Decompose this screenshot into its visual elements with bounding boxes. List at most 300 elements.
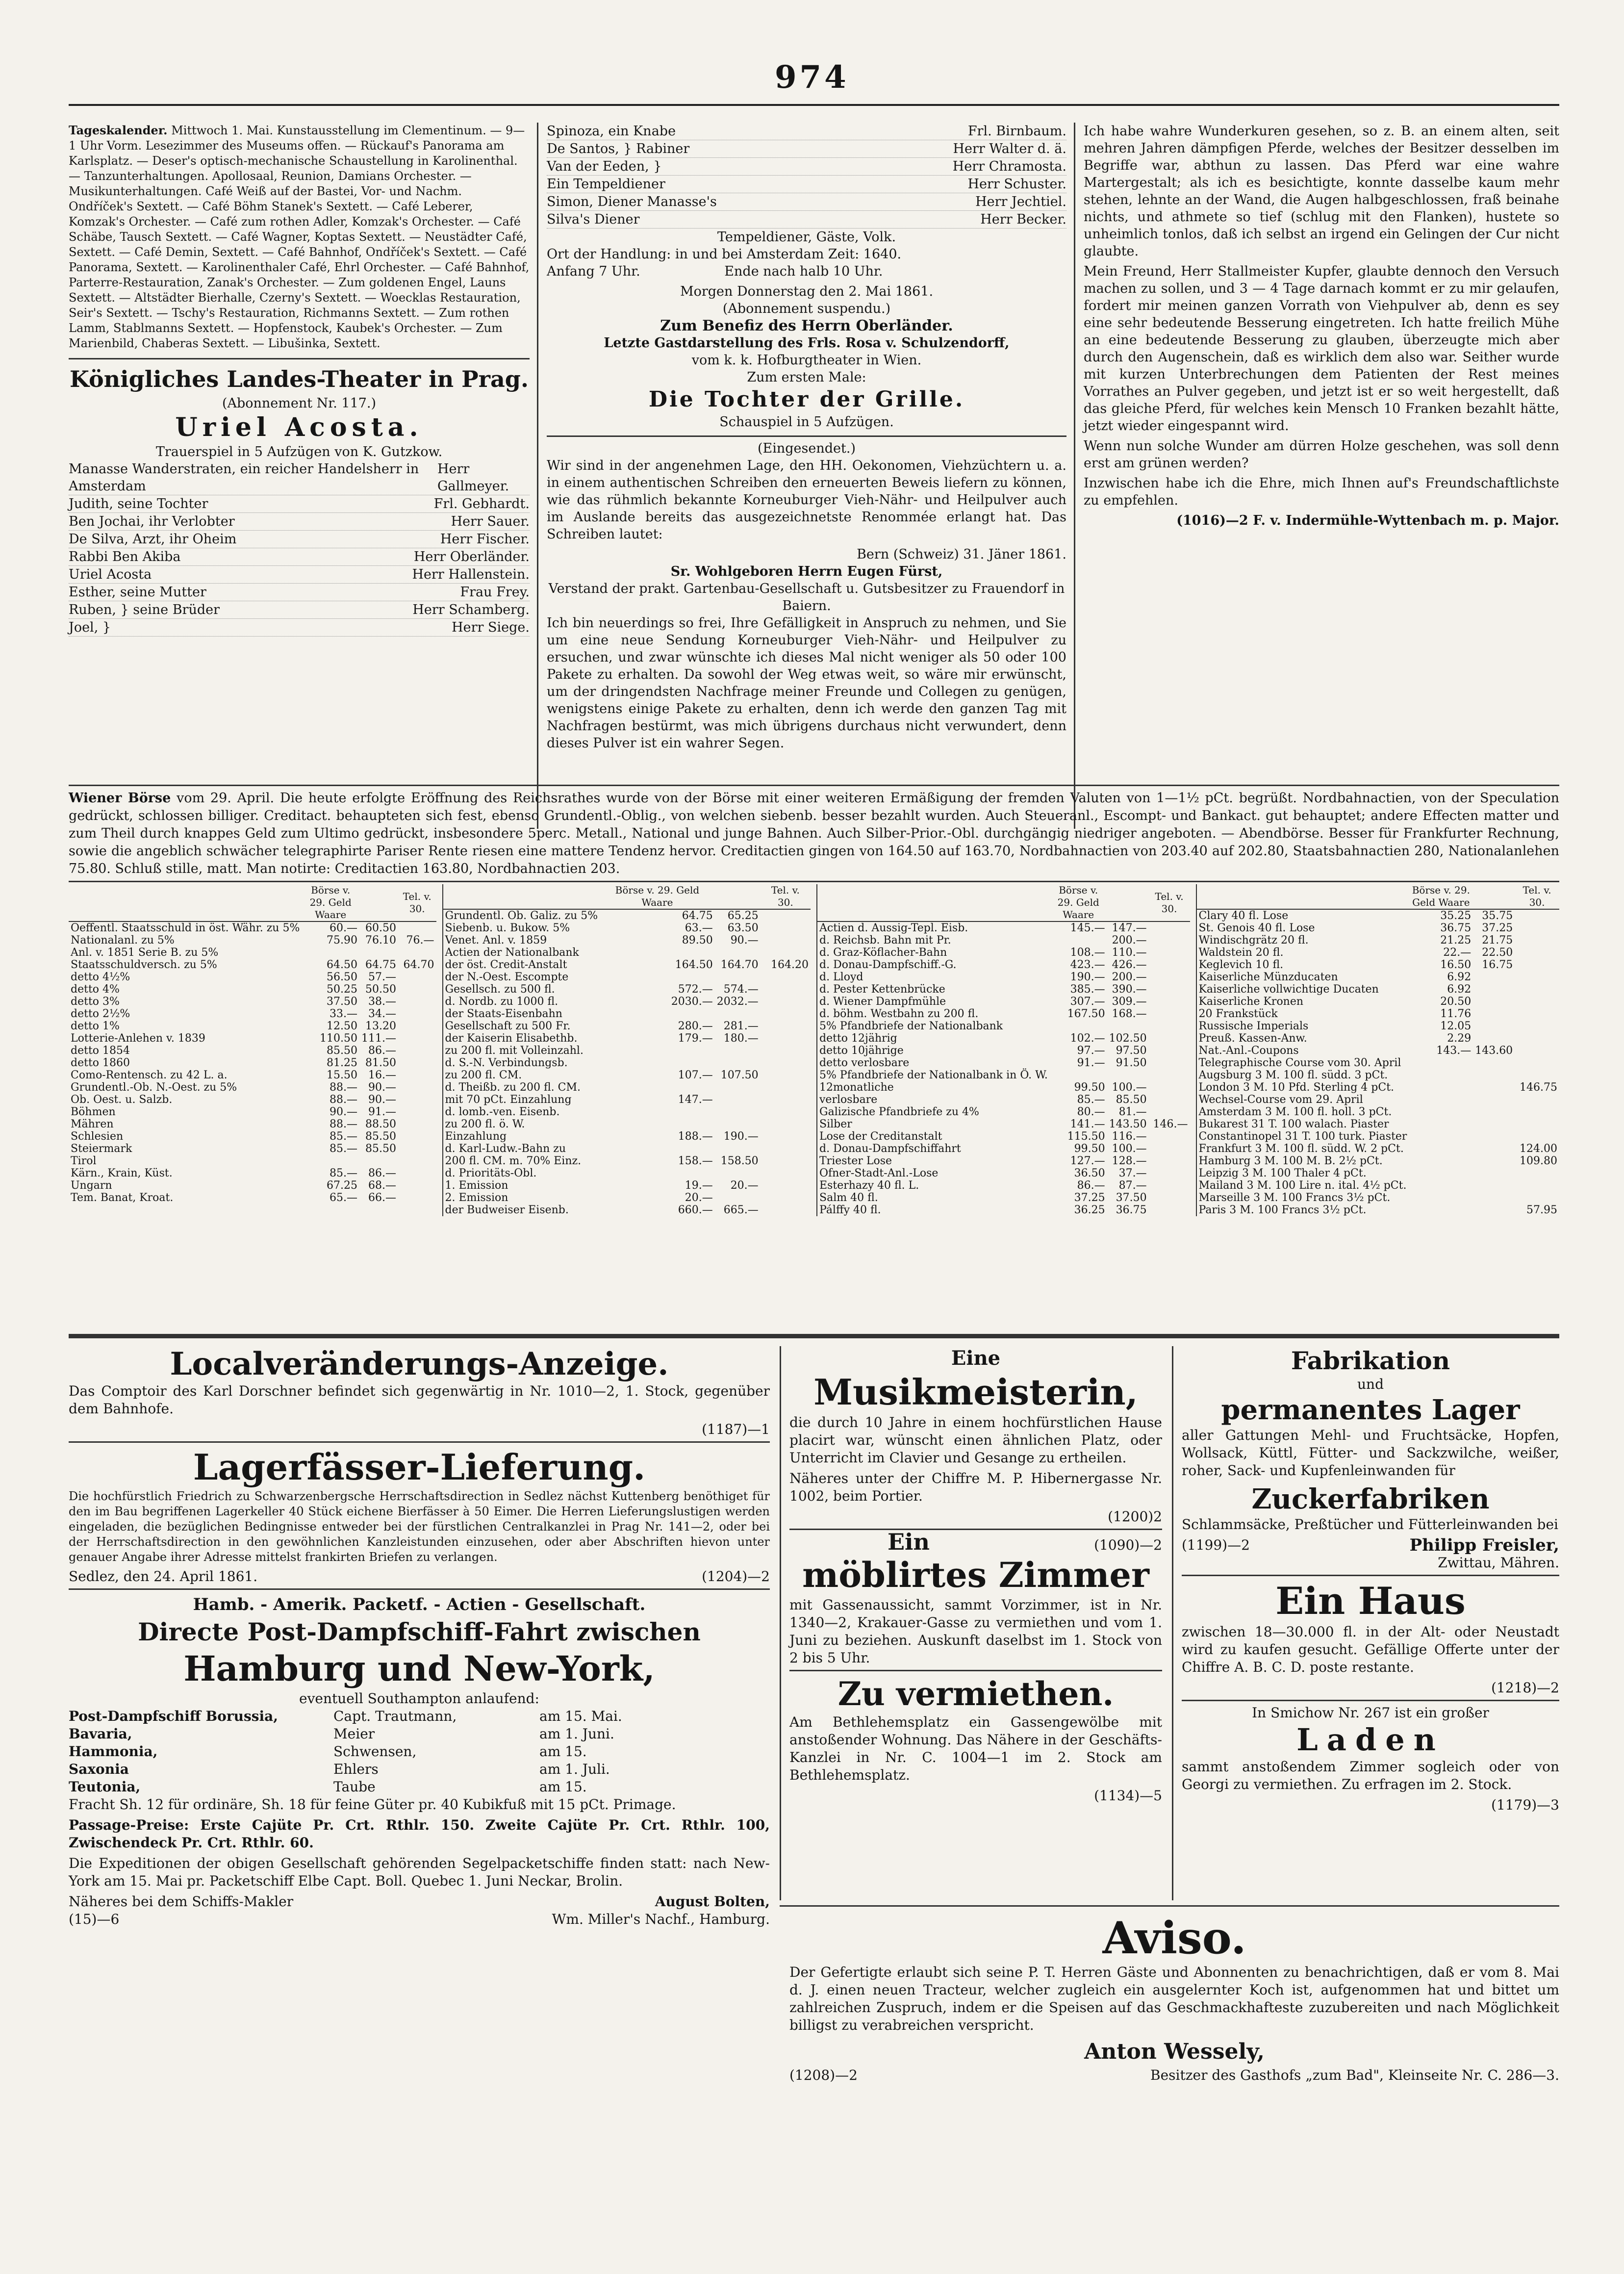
bourse-header-cell: Tel. v. 30. <box>1149 884 1190 921</box>
bourse-row <box>817 1057 1190 1069</box>
cast-list <box>69 460 530 637</box>
bourse-value: 110.50 <box>319 1032 357 1045</box>
bourse-row <box>1197 1130 1560 1143</box>
bourse-value: 180.— <box>723 1032 759 1045</box>
bourse-value <box>761 1094 811 1106</box>
bourse-value <box>1473 1143 1515 1155</box>
fabrik-text2: Schlammsäcke, Preßtücher und Fütterleinwanden bei <box>1182 1516 1558 1533</box>
bourse-row <box>817 1155 1190 1167</box>
ship-date: am 15. <box>539 1743 587 1760</box>
bourse-value: 81.50 <box>365 1057 396 1069</box>
bourse-value <box>1515 971 1559 983</box>
bourse-value: 572.— <box>678 983 713 996</box>
ship-name: Hammonia, <box>69 1743 158 1760</box>
bourse-value: 100.— <box>1112 1081 1147 1094</box>
bourse-security: Mähren <box>71 1118 114 1130</box>
bourse-value <box>715 1118 761 1130</box>
bourse-value: 20.— <box>685 1192 713 1204</box>
bourse-value: 147.— <box>1112 922 1147 934</box>
bourse-value: 37.50 <box>1116 1192 1147 1204</box>
letter-paragraph: Inzwischen habe ich die Ehre, mich Ihnen auf's Freundschaftlichste zu empfehlen. <box>1084 476 1559 508</box>
ship-schedule <box>69 1708 770 1796</box>
bourse-security: zu 200 fl. CM. <box>445 1069 522 1081</box>
cast-role: Manasse Wanderstraten, ein reicher Handelsherr in Amsterdam <box>69 461 419 494</box>
aviso-text: Der Gefertigte erlaubt sich seine P. T. Herren Gäste und Abonnenten zu benachrichtigen, daß er vom 8. Mai d. J. einen neuen Tracteur, welcher zugleich ein ausgelernter Koch ist, aufgenommen hat und bittet um zahlreichen Zuspruch, indem er die Speisen auf das Geschmackhafteste zuzubereiten und nach Möglichkeit billigst zu verabreichen verspricht. <box>789 1964 1559 2033</box>
bourse-value: 67.25 <box>326 1179 357 1192</box>
bourse-value: 158.— <box>678 1155 713 1167</box>
bourse-row <box>443 1008 811 1020</box>
bourse-value <box>1515 1045 1559 1057</box>
bourse-value <box>1515 1094 1559 1106</box>
bourse-security: 5% Pfandbriefe der Nationalbank <box>819 1020 1003 1032</box>
bourse-section <box>69 790 1559 1368</box>
bourse-value <box>359 946 398 959</box>
cast-actor: Frau Frey. <box>460 585 530 600</box>
bourse-security: Kärn., Krain, Küst. <box>71 1167 173 1179</box>
bourse-row <box>69 983 436 996</box>
column-rule <box>1074 123 1075 829</box>
bourse-value <box>761 1143 811 1155</box>
bourse-header-row <box>817 884 1190 921</box>
bourse-security: 12monatliche <box>819 1081 894 1094</box>
column-rule <box>1172 1346 1173 1900</box>
suspended: (Abonnement suspendu.) <box>722 301 891 316</box>
divider <box>789 1529 1162 1530</box>
bourse-value <box>1515 1106 1559 1118</box>
bourse-header-row <box>1197 884 1560 909</box>
bourse-value <box>715 971 761 983</box>
bourse-value <box>1149 1094 1190 1106</box>
ship-row <box>69 1778 770 1796</box>
bourse-security: Actien der Nationalbank <box>445 946 579 959</box>
page-number: 974 <box>775 59 849 96</box>
bourse-value: 190.— <box>1070 971 1105 983</box>
music-text2: Näheres unter der Chiffre M. P. Hibernergasse Nr. 1002, beim Portier. <box>789 1470 1162 1504</box>
bourse-value <box>600 1057 715 1069</box>
cast-role: Ein Tempeldiener <box>547 177 665 192</box>
play-genre: Trauerspiel in 5 Aufzügen von K. Gutzkow. <box>155 444 443 460</box>
divider <box>1182 1575 1559 1576</box>
bourse-value <box>761 1069 811 1081</box>
bourse-row <box>443 1081 811 1094</box>
bourse-header-cell <box>1197 884 1409 909</box>
bourse-value: 90.— <box>730 934 759 946</box>
bourse-security: Keglevich 10 fl. <box>1198 959 1284 971</box>
bourse-header-row <box>69 884 436 921</box>
bourse-security: d. Theißb. zu 200 fl. CM. <box>445 1081 581 1094</box>
bourse-value: 12.05 <box>1440 1020 1472 1032</box>
bourse-value: 21.75 <box>1482 934 1513 946</box>
bourse-value: 37.— <box>1118 1167 1147 1179</box>
bourse-value: 146.75 <box>1520 1081 1557 1094</box>
bourse-value: 281.— <box>723 1020 759 1032</box>
bourse-value <box>761 1118 811 1130</box>
divider <box>547 435 1066 437</box>
bourse-security: zu 200 fl. mit Volleinzahl. <box>445 1045 584 1057</box>
cast-actor: Herr Gallmeyer. <box>437 461 509 494</box>
bourse-value <box>1107 1020 1149 1032</box>
bourse-row <box>69 1008 436 1020</box>
bourse-value: 76.— <box>406 934 434 946</box>
bourse-value <box>1473 1081 1515 1094</box>
cast-row <box>69 495 530 513</box>
aviso-footer <box>789 2067 1559 2084</box>
middle-column <box>547 123 1066 829</box>
bourse-header-cell: Börse v. 29. Geld Waare <box>1050 884 1107 921</box>
bourse-security: 200 fl. CM. m. 70% Einz. <box>445 1155 582 1167</box>
fabrik-text: aller Gattungen Mehl- und Fruchtsäcke, Hopfen, Wollsack, Küttl, Fütter- und Sackzwilche, weißer, roher, Sack- und Kupfenleinwanden für <box>1182 1427 1559 1479</box>
theatre-title: Königliches Landes-Theater in Prag. <box>70 366 529 392</box>
bourse-row <box>817 1081 1190 1094</box>
divider <box>69 358 530 359</box>
cast-actor: Frl. Birnbaum. <box>967 124 1066 139</box>
bourse-value <box>1515 1167 1559 1179</box>
ship-date: am 15. Mai. <box>539 1708 622 1724</box>
bourse-security: der Budweiser Eisenb. <box>445 1204 569 1216</box>
letter-date: Bern (Schweiz) 31. Jäner 1861. <box>857 547 1066 562</box>
bourse-row <box>69 1020 436 1032</box>
fabrik-name: Philipp Freisler, <box>1409 1535 1559 1555</box>
bourse-value <box>1149 1045 1190 1057</box>
bourse-value <box>1149 1069 1190 1081</box>
bourse-heading: Wiener Börse <box>69 791 171 806</box>
bourse-row <box>1197 1094 1560 1106</box>
bourse-security: d. Karl-Ludw.-Bahn zu <box>445 1143 566 1155</box>
letter-signature: (1016)—2 F. v. Indermühle-Wyttenbach m. p. Major. <box>1176 513 1559 528</box>
bourse-row <box>1197 1081 1560 1094</box>
bourse-value: 20.50 <box>1440 996 1472 1008</box>
bourse-value: 2.29 <box>1447 1032 1472 1045</box>
bourse-row <box>443 1020 811 1032</box>
aviso-name: Anton Wessely, <box>1084 2039 1265 2064</box>
bourse-security: Russische Imperials <box>1198 1020 1309 1032</box>
bourse-security: d. Donau-Dampfschiff.-G. <box>819 959 957 971</box>
cast-row <box>547 193 1066 211</box>
bourse-security: d. Nordb. zu 1000 fl. <box>445 996 558 1008</box>
bourse-value <box>1149 1008 1190 1020</box>
bourse-value: 128.— <box>1112 1155 1147 1167</box>
aviso-owner: Besitzer des Gasthofs „zum Bad", Kleinseite Nr. C. 286—3. <box>1150 2067 1559 2083</box>
bourse-value <box>761 1192 811 1204</box>
bourse-security: d. Donau-Dampfschiffahrt <box>819 1143 961 1155</box>
bourse-value <box>398 1106 436 1118</box>
bourse-value <box>398 971 436 983</box>
bourse-row <box>443 1130 811 1143</box>
bourse-value: 36.75 <box>1440 922 1472 934</box>
bourse-value: 11.76 <box>1440 1008 1472 1020</box>
bourse-header-cell <box>69 884 302 921</box>
bourse-security: Einzahlung <box>445 1130 507 1143</box>
bourse-security: Esterhazy 40 fl. L. <box>819 1179 919 1192</box>
cast-actor: Herr Oberländer. <box>413 549 530 564</box>
bourse-value: 2032.— <box>716 996 759 1008</box>
bourse-row <box>817 1192 1190 1204</box>
bourse-security: d. Wiener Dampfmühle <box>819 996 946 1008</box>
bourse-row <box>443 1192 811 1204</box>
bourse-value <box>600 1081 715 1094</box>
bourse-value: 21.25 <box>1440 934 1472 946</box>
bourse-row <box>69 921 436 934</box>
first-time: Zum ersten Male: <box>747 370 866 385</box>
bourse-value <box>1149 983 1190 996</box>
bourse-security: Kaiserliche vollwichtige Ducaten <box>1198 983 1379 996</box>
bourse-row <box>443 909 811 922</box>
bourse-row <box>69 1081 436 1094</box>
bourse-value: 115.50 <box>1067 1130 1105 1143</box>
bourse-value <box>761 1155 811 1167</box>
bourse-value <box>761 1008 811 1020</box>
bourse-security: zu 200 fl. ö. W. <box>445 1118 525 1130</box>
ship-ref: (15)—6 <box>69 1911 120 1927</box>
bourse-value: 68.— <box>368 1179 396 1192</box>
cast-role: Esther, seine Mutter <box>69 585 206 600</box>
ship-name: Teutonia, <box>69 1779 141 1795</box>
bourse-security: d. böhm. Westbahn zu 200 fl. <box>819 1008 979 1020</box>
cast-actor: Herr Siege. <box>452 620 530 635</box>
bourse-security: Ofner-Stadt-Anl.-Lose <box>819 1167 939 1179</box>
bourse-row <box>817 1204 1190 1216</box>
bourse-value <box>761 1130 811 1143</box>
bourse-value <box>1473 1192 1515 1204</box>
bourse-row <box>1197 1045 1560 1057</box>
bourse-value: 85.50 <box>1116 1094 1147 1106</box>
bourse-row <box>817 1167 1190 1179</box>
bourse-value: 145.— <box>1070 922 1105 934</box>
bourse-row <box>1197 996 1560 1008</box>
bourse-row <box>443 983 811 996</box>
fabrik-title1: Fabrikation <box>1291 1346 1450 1375</box>
bourse-value <box>1149 1020 1190 1032</box>
bourse-security: Schlesien <box>71 1130 124 1143</box>
bourse-value <box>1409 1118 1473 1130</box>
bourse-value: 91.— <box>368 1106 396 1118</box>
bourse-value <box>761 1167 811 1179</box>
bourse-value <box>1473 1032 1515 1045</box>
shop-text: sammt anstoßendem Zimmer sogleich oder von Georgi zu vermiethen. Zu erfragen im 2. Stock. <box>1182 1759 1559 1792</box>
bourse-value <box>715 1045 761 1057</box>
music-title1: Eine <box>951 1347 1001 1370</box>
shop-ref: (1179)—3 <box>1491 1797 1559 1813</box>
bourse-row <box>1197 1179 1560 1192</box>
cast-row <box>69 548 530 566</box>
bourse-value: 90.— <box>368 1081 396 1094</box>
bourse-row <box>1197 1167 1560 1179</box>
bourse-header-cell <box>1473 884 1515 909</box>
bourse-value <box>600 1008 715 1020</box>
bourse-security: d. S.-N. Verbindungsb. <box>445 1057 568 1069</box>
ship-company: Hamb. - Amerik. Packetf. - Actien - Gesellschaft. <box>193 1595 646 1614</box>
bourse-value: 97.— <box>1077 1045 1105 1057</box>
bourse-row <box>69 959 436 971</box>
bourse-value <box>1473 1130 1515 1143</box>
bourse-security: St. Genois 40 fl. Lose <box>1198 922 1315 934</box>
bourse-value: 90.— <box>368 1094 396 1106</box>
bourse-value: 100.— <box>1112 1143 1147 1155</box>
bourse-value: 307.— <box>1070 996 1105 1008</box>
letter-paragraph: Mein Freund, Herr Stallmeister Kupfer, glaubte dennoch den Versuch machen zu sollen, und 3 — 4 Tage darnach kommt er zu mir gelaufen, fordert mir meinen ganzen Vorrath von Viehpulver ab, denn es sey eine sehr bedeutende Besserung eingetreten. Ich hatte freilich Mühe an eine bedeutende Besserung zu glauben, überzeugte mich aber durch den Augenschein, daß es wirklich dem also war. Seither wurde mit kurzen Unterbrechungen dem Patienten der Rest meines Vorrathes an Pulver gegeben, und jetzt ist er so weit hergestellt, daß das gleiche Pferd, für welches kein Mensch 10 Franken bezahlt hätte, jetzt wieder eingespannt wird. <box>1084 264 1559 434</box>
bourse-row <box>817 921 1190 934</box>
bourse-value <box>1149 1130 1190 1143</box>
bourse-value: 85.50 <box>365 1143 396 1155</box>
bourse-value <box>1149 934 1190 946</box>
bourse-value <box>1050 1069 1107 1081</box>
bourse-value: 6.92 <box>1447 971 1472 983</box>
bourse-row <box>69 1155 436 1167</box>
bourse-value: 127.— <box>1070 1155 1105 1167</box>
bourse-value <box>1409 1057 1473 1069</box>
bourse-value <box>761 971 811 983</box>
cast-role: Silva's Diener <box>547 212 640 227</box>
bourse-value <box>761 1081 811 1094</box>
bourse-value: 87.— <box>1118 1179 1147 1192</box>
cast-row <box>69 584 530 601</box>
bourse-security: Kaiserliche Kronen <box>1198 996 1304 1008</box>
ship-row <box>69 1761 770 1778</box>
left-column <box>69 123 530 829</box>
bourse-value <box>761 983 811 996</box>
bourse-value: 64.70 <box>403 959 434 971</box>
cast-role: Judith, seine Tochter <box>69 496 208 511</box>
bourse-row <box>443 996 811 1008</box>
bourse-value <box>761 1032 811 1045</box>
section-rule <box>69 785 1559 786</box>
bourse-value: 164.70 <box>720 959 759 971</box>
bourse-value <box>398 1192 436 1204</box>
bourse-row <box>817 1179 1190 1192</box>
music-text: die durch 10 Jahre in einem hochfürstlichen Hause placirt war, wünscht einen ähnlichen Platz, oder Unterricht im Clavier und Gesange zu ertheilen. <box>789 1414 1162 1466</box>
bourse-value: 91.— <box>1077 1057 1105 1069</box>
bourse-row <box>817 971 1190 983</box>
house-ref: (1218)—2 <box>1491 1680 1559 1696</box>
bourse-security: detto 2½% <box>71 1008 130 1020</box>
bourse-value: 37.25 <box>1482 922 1513 934</box>
cast-role: Van der Eeden, } <box>547 159 662 174</box>
bourse-value <box>715 1094 761 1106</box>
bourse-value <box>398 1094 436 1106</box>
bourse-row <box>817 1106 1190 1118</box>
bourse-row <box>69 1130 436 1143</box>
shop-title: Laden <box>1296 1722 1445 1758</box>
bourse-row <box>69 1094 436 1106</box>
bourse-security: Staatsschuldversch. zu 5% <box>71 959 217 971</box>
bourse-value: 90.— <box>329 1106 357 1118</box>
cast-row <box>547 123 1066 140</box>
room-head <box>789 1529 1162 1555</box>
bourse-security: 1. Emission <box>445 1179 508 1192</box>
bourse-value: 99.50 <box>1074 1143 1105 1155</box>
cast-row <box>69 566 530 584</box>
casks-date: Sedlez, den 24. April 1861. <box>69 1568 258 1584</box>
casks-title: Lagerfässer-Lieferung. <box>193 1446 646 1488</box>
bourse-value: 86.— <box>368 1167 396 1179</box>
bourse-value: 107.— <box>678 1069 713 1081</box>
ship-date: am 15. <box>539 1779 587 1795</box>
bourse-value: 88.— <box>329 1081 357 1094</box>
cast-actor: Frl. Gebhardt. <box>433 496 530 511</box>
bourse-header-cell: Tel. v. 30. <box>761 884 811 909</box>
bourse-row <box>443 1143 811 1155</box>
bourse-value <box>715 1106 761 1118</box>
bourse-value: 111.— <box>361 1032 396 1045</box>
bourse-row <box>1197 1143 1560 1155</box>
bourse-value <box>1149 971 1190 983</box>
bourse-header-cell <box>359 884 398 921</box>
bourse-value: 38.— <box>368 996 396 1008</box>
cast-row <box>547 140 1066 158</box>
bourse-value: 158.50 <box>720 1155 759 1167</box>
guest: Letzte Gastdarstellung des Frls. Rosa v. Schulzendorff, <box>604 335 1010 351</box>
music-ref: (1200)2 <box>1108 1508 1162 1525</box>
bourse-security: Preuß. Kassen-Anw. <box>1198 1032 1307 1045</box>
bourse-row <box>817 1118 1190 1130</box>
bourse-value <box>398 1118 436 1130</box>
bourse-value: 86.— <box>1077 1179 1105 1192</box>
bourse-value: 423.— <box>1070 959 1105 971</box>
ship-row <box>69 1743 770 1761</box>
calendar <box>69 123 530 351</box>
bourse-value <box>1149 921 1190 934</box>
ship-name: Post-Dampfschiff Borussia, <box>69 1708 279 1724</box>
bourse-value: 99.50 <box>1074 1081 1105 1094</box>
bourse-value: 280.— <box>678 1020 713 1032</box>
bourse-value <box>1515 934 1559 946</box>
bourse-value <box>398 1155 436 1167</box>
bourse-security: Waldstein 20 fl. <box>1198 946 1284 959</box>
bourse-row <box>817 959 1190 971</box>
bourse-value: 97.50 <box>1116 1045 1147 1057</box>
bourse-header-cell: Tel. v. 30. <box>398 884 436 921</box>
bourse-value <box>761 909 811 922</box>
bourse-value <box>398 1032 436 1045</box>
bourse-value <box>1409 1106 1473 1118</box>
bourse-value <box>1473 1106 1515 1118</box>
bourse-value: 188.— <box>678 1130 713 1143</box>
bourse-value <box>1050 934 1107 946</box>
calendar-text: Mittwoch 1. Mai. Kunstausstellung im Clementinum. — 9—1 Uhr Vorm. Lesezimmer des Museums offen. — Rückauf's Panorama am Karlsplatz. — Deser's optisch-mechanische Schaustellung in Karolinenthal. — Tanzunterhaltungen. Apollosaal, Reunion, Damians Orchester. — Musikunterhaltungen. Café Weiß auf der Bastei, Vor- und Nachm. Ondříček's Sextett. — Café Böhm Stanek's Sextett. — Café Leberer, Komzak's Orchester. — Café zum rothen Adler, Komzak's Orchester. — Café Schäbe, Tausch Sextett. — Café Wagner, Koptas Sextett. — Neustädter Café, Sextett. — Café Demin, Sextett. — Café Bahnhof, Ondříček's Sextett. — Café Panorama, Sextett. — Karolinenthaler Café, Ehrl Orchester. — Café Bahnhof, Parterre-Restauration, Zanak's Orchester. — Zum goldenen Engel, Launs Sextett. — Altstädter Bierhalle, Czerny's Sextett. — Woecklas Restauration, Seir's Sextett. — Tschy's Restauration, Richmanns Sextett. — Zum rothen Lamm, Stablmanns Sextett. — Hopfenstock, Kaubek's Orchester. — Zum Marienbild, Chaberas Sextett. — Libušinka, Sextett. <box>69 124 530 350</box>
bourse-value <box>761 996 811 1008</box>
bourse-value <box>715 1143 761 1155</box>
bourse-value <box>761 946 811 959</box>
letter-addressee: Sr. Wohlgeboren Herrn Eugen Fürst, <box>670 564 943 579</box>
bourse-header-cell <box>817 884 1050 921</box>
bourse-value <box>398 1057 436 1069</box>
bourse-value: 86.— <box>368 1045 396 1057</box>
bourse-value: 309.— <box>1112 996 1147 1008</box>
divider <box>69 1441 770 1443</box>
bourse-row <box>817 1045 1190 1057</box>
bourse-security: Windischgrätz 20 fl. <box>1198 934 1309 946</box>
divider <box>789 1670 1162 1671</box>
bourse-value <box>600 1143 715 1155</box>
bourse-value: 63.50 <box>727 922 759 934</box>
cast-row <box>547 211 1066 229</box>
bourse-row <box>443 1032 811 1045</box>
benefit: Zum Benefiz des Herrn Oberländer. <box>660 317 953 334</box>
bourse-security: detto 3% <box>71 996 120 1008</box>
bourse-security: detto 1% <box>71 1020 120 1032</box>
local-change-title: Localveränderungs-Anzeige. <box>170 1346 669 1382</box>
bourse-security: Como-Rentensch. zu 42 L. a. <box>71 1069 228 1081</box>
header-rule <box>69 104 1559 106</box>
bourse-value <box>1473 983 1515 996</box>
bourse-row <box>1197 1204 1560 1216</box>
cast-role: Ruben, } seine Brüder <box>69 602 220 617</box>
bourse-value: 108.— <box>1070 946 1105 959</box>
cast-actor: Herr Walter d. ä. <box>953 141 1066 156</box>
bourse-value: 80.— <box>1077 1106 1105 1118</box>
bourse-table-1 <box>69 884 436 1216</box>
bourse-row <box>69 1069 436 1081</box>
